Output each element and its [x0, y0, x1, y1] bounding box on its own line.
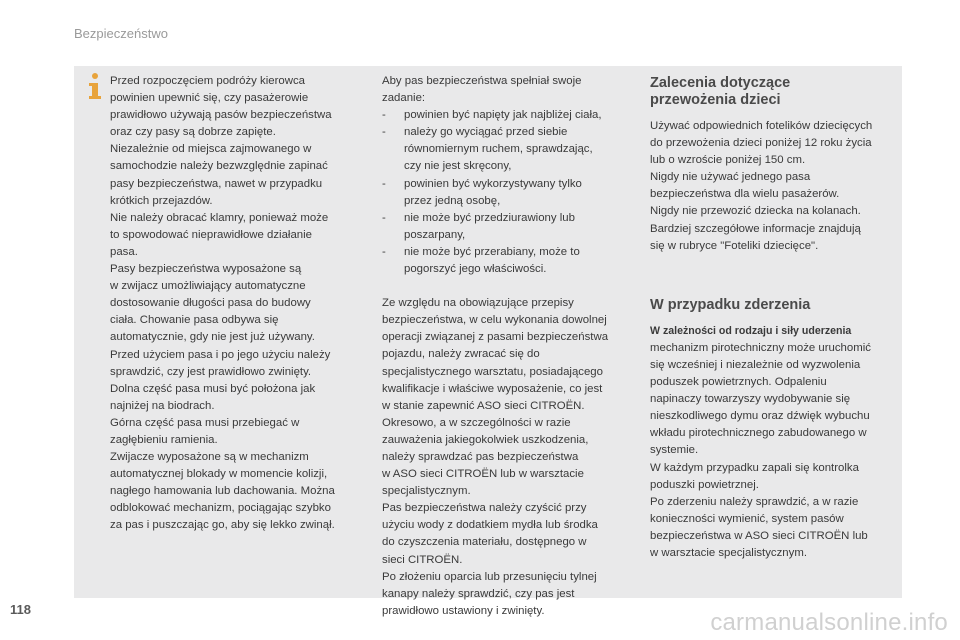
requirements-intro: Aby pas bezpieczeństwa spełniał swoje zadanie: — [382, 75, 582, 105]
column-children-and-collision — [650, 73, 898, 562]
requirements-list — [382, 107, 634, 278]
info-icon — [86, 72, 104, 100]
collision-text: mechanizm pirotechniczny może uruchomić się wcześniej i niezależnie od wyzwolenia poduszek powietrznych. Odpaleniu napinaczy towarzyszy wydobywanie się nieszkodliwego dymu oraz dźwięk wybuchu wkładu pirotechnicznego zabudowanego w systemie. W każdym przypadku zapali się kontrolka poduszki powietrznej. Po zderzeniu należy sprawdzić, a w razie konieczności wymienić, system pasów bezpieczeństwa w ASO sieci CITROËN lub w warsztacie specjalistycznym. — [650, 341, 871, 559]
heading-collision: W przypadku zderzenia — [650, 296, 811, 313]
seatbelt-usage-text: Przed rozpoczęciem podróży kierowca powinien upewnić się, czy pasażerowie prawidłowo używają pasów bezpieczeństwa oraz czy pasy są dobrze zapięte. Niezależnie od miejsca zajmowanego w samochodzie należy bezwzględnie zapinać pasy bezpieczeństwa, nawet w przypadku krótkich przejazdów. Nie należy obracać klamry, ponieważ może to spowodować nieprawidłowe działanie pasa. Pasy bezpieczeństwa wyposażone są w zwijacz umożliwiający automatyczne dostosowanie długości pasa do budowy ciała. Chowanie pasa odbywa się automatycznie, gdy nie jest już używany. Przed użyciem pasa i po jego użyciu należy sprawdzić, czy jest prawidłowo zwinięty. Dolna część pasa musi być położona jak najniżej na biodrach. Górna część pasa musi przebiegać w zagłębieniu ramienia. Zwijacze wyposażone są w mechanizm automatycznej blokady w momencie kolizji, nagłego hamowania lub dachowania. Można odblokować mechanizm, pociągając szybko za pas i puszczając go, aby się lekko zwinął. — [110, 75, 335, 532]
column-seatbelt-requirements — [382, 73, 634, 620]
list-item: - nie może być przerabiany, może to pogorszyć jego właściwości. — [382, 244, 634, 278]
maintenance-text: Ze względu na obowiązujące przepisy bezpieczeństwa, w celu wykonania dowolnej operacji związanej z pasami bezpieczeństwa pojazdu, należy zwracać się do specjalistycznego warsztatu, posiadającego kwalifikacje i właściwe wyposażenie, co jest w stanie zapewnić ASO sieci CITROËN. Okresowo, a w szczególności w razie zauważenia jakiegokolwiek uszkodzenia, należy sprawdzać pas bezpieczeństwa w ASO sieci CITROËN lub w warsztacie specjalistycznym. Pas bezpieczeństwa należy czyścić przy użyciu wody z dodatkiem mydła lub środka do czyszczenia materiału, dostępnego w sieci CITROËN. Po złożeniu oparcia lub przesunięciu tylnej kanapy należy sprawdzić, czy pas jest prawidłowo ustawiony i zwinięty. — [382, 297, 609, 617]
list-item: - nie może być przedziurawiony lub poszarpany, — [382, 210, 634, 244]
watermark: carmanualsonline.info — [710, 609, 948, 636]
heading-child-transport: Zalecenia dotyczące przewożenia dzieci — [650, 75, 791, 108]
section-title: Bezpieczeństwo — [74, 26, 168, 41]
list-item: - powinien być wykorzystywany tylko przez jedną osobę, — [382, 176, 634, 210]
child-transport-text: Używać odpowiednich fotelików dziecięcych do przewożenia dzieci poniżej 12 roku życia lub o wzroście poniżej 150 cm. Nigdy nie używać jednego pasa bezpieczeństwa dla wielu pasażerów. Nigdy nie przewozić dziecka na kolanach. Bardziej szczegółowe informacje znajdują się w rubryce "Foteliki dziecięce". — [650, 120, 873, 252]
column-seatbelt-usage — [110, 73, 358, 535]
collision-subheading: W zależności od rodzaju i siły uderzenia — [650, 324, 852, 337]
info-panel — [74, 66, 902, 617]
list-item: - powinien być napięty jak najbliżej ciała, — [382, 107, 634, 124]
page-number: 118 — [10, 602, 31, 617]
list-item: - należy go wyciągać przed siebie równomiernym ruchem, sprawdzając, czy nie jest skręcony, — [382, 124, 634, 175]
